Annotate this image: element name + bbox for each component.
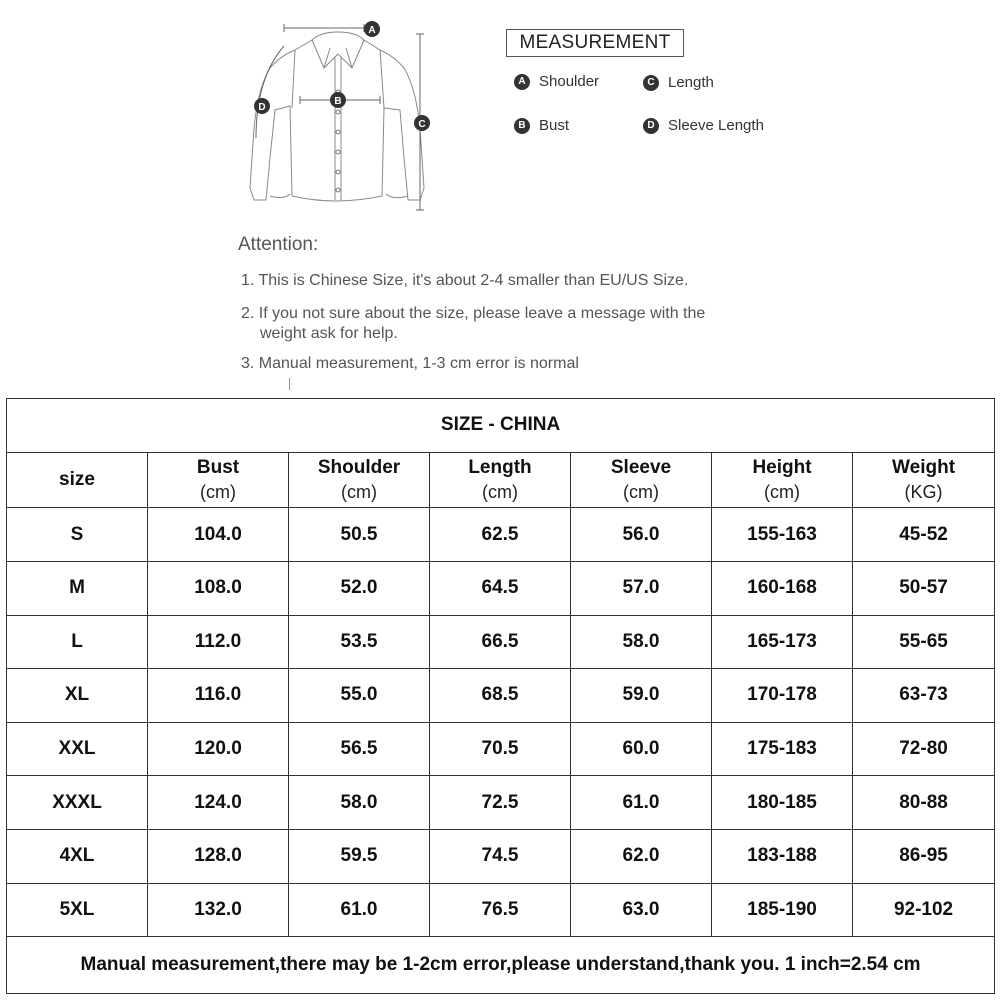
cell-bust: 128.0 bbox=[148, 830, 289, 884]
header-label: Height bbox=[752, 456, 812, 478]
header-label: Length bbox=[468, 456, 532, 478]
cell-shoulder: 58.0 bbox=[289, 776, 430, 830]
header-unit: (cm) bbox=[341, 481, 377, 502]
table-row bbox=[7, 669, 995, 723]
legend-label: Bust bbox=[539, 117, 570, 134]
svg-text:C: C bbox=[418, 119, 426, 130]
header-label: Shoulder bbox=[317, 456, 401, 478]
badge-b: B bbox=[514, 118, 530, 134]
note-text: 2. If you not sure about the size, please leave a message with the bbox=[241, 305, 706, 322]
cell-length: 62.5 bbox=[430, 508, 571, 562]
cell-weight: 50-57 bbox=[853, 561, 995, 615]
svg-text:D: D bbox=[258, 102, 266, 113]
table-header-row bbox=[7, 452, 995, 508]
header-height bbox=[712, 452, 853, 508]
cell-size: L bbox=[7, 615, 148, 669]
attention-note-2 bbox=[241, 304, 705, 344]
note-text-continued: weight ask for help. bbox=[260, 325, 398, 342]
cell-height: 165-173 bbox=[712, 615, 853, 669]
cell-height: 180-185 bbox=[712, 776, 853, 830]
cell-weight: 86-95 bbox=[853, 830, 995, 884]
legend-sleeve-length bbox=[643, 117, 764, 134]
cell-shoulder: 55.0 bbox=[289, 669, 430, 723]
header-bust bbox=[148, 452, 289, 508]
cell-length: 66.5 bbox=[430, 615, 571, 669]
header-label: Weight bbox=[892, 456, 956, 478]
cell-bust: 104.0 bbox=[148, 508, 289, 562]
header-label: Bust bbox=[196, 456, 240, 478]
cell-size: S bbox=[7, 508, 148, 562]
cell-size: XXXL bbox=[7, 776, 148, 830]
cell-height: 155-163 bbox=[712, 508, 853, 562]
table-caption: SIZE - CHINA bbox=[7, 399, 995, 453]
cell-size: 4XL bbox=[7, 830, 148, 884]
cell-weight: 55-65 bbox=[853, 615, 995, 669]
legend-label: Shoulder bbox=[539, 73, 600, 90]
cell-weight: 92-102 bbox=[853, 883, 995, 937]
table-footer-note: Manual measurement,there may be 1-2cm error,please understand,thank you. 1 inch=2.54 cm bbox=[7, 937, 995, 994]
header-label: Sleeve bbox=[610, 456, 672, 478]
header-length bbox=[430, 452, 571, 508]
legend-length bbox=[643, 74, 714, 91]
cell-size: M bbox=[7, 561, 148, 615]
cell-shoulder: 50.5 bbox=[289, 508, 430, 562]
header-unit: (cm) bbox=[200, 481, 236, 502]
cell-bust: 112.0 bbox=[148, 615, 289, 669]
header-unit: (cm) bbox=[623, 481, 659, 502]
note-text: 3. Manual measurement, 1-3 cm error is normal bbox=[241, 355, 579, 372]
cell-height: 170-178 bbox=[712, 669, 853, 723]
cell-shoulder: 59.5 bbox=[289, 830, 430, 884]
table-row bbox=[7, 615, 995, 669]
header-size: size bbox=[7, 452, 148, 508]
cell-sleeve: 62.0 bbox=[571, 830, 712, 884]
shirt-diagram bbox=[240, 18, 440, 218]
cell-sleeve: 61.0 bbox=[571, 776, 712, 830]
cell-shoulder: 56.5 bbox=[289, 722, 430, 776]
cell-shoulder: 53.5 bbox=[289, 615, 430, 669]
cell-weight: 45-52 bbox=[853, 508, 995, 562]
marker-d bbox=[254, 98, 270, 114]
legend-bust bbox=[514, 117, 569, 134]
measurement-title: MEASUREMENT bbox=[506, 29, 684, 57]
cell-length: 70.5 bbox=[430, 722, 571, 776]
cell-bust: 116.0 bbox=[148, 669, 289, 723]
table-row bbox=[7, 776, 995, 830]
cell-length: 72.5 bbox=[430, 776, 571, 830]
svg-text:B: B bbox=[334, 96, 342, 107]
legend-label: Length bbox=[668, 74, 714, 91]
header-unit: (KG) bbox=[904, 481, 943, 502]
table-footer-row bbox=[7, 937, 995, 994]
cell-sleeve: 63.0 bbox=[571, 883, 712, 937]
badge-d: D bbox=[643, 118, 659, 134]
note-text: 1. This is Chinese Size, it's about 2-4 smaller than EU/US Size. bbox=[241, 272, 689, 289]
divider-tick bbox=[289, 378, 290, 390]
header-weight bbox=[853, 452, 995, 508]
header-sleeve bbox=[571, 452, 712, 508]
table-row bbox=[7, 508, 995, 562]
cell-size: 5XL bbox=[7, 883, 148, 937]
cell-bust: 132.0 bbox=[148, 883, 289, 937]
cell-height: 175-183 bbox=[712, 722, 853, 776]
badge-a: A bbox=[514, 74, 530, 90]
header-shoulder bbox=[289, 452, 430, 508]
attention-note-1 bbox=[241, 271, 688, 291]
legend-label: Sleeve Length bbox=[668, 117, 764, 134]
cell-height: 185-190 bbox=[712, 883, 853, 937]
size-chart-table bbox=[6, 398, 995, 994]
cell-bust: 124.0 bbox=[148, 776, 289, 830]
cell-size: XL bbox=[7, 669, 148, 723]
cell-height: 160-168 bbox=[712, 561, 853, 615]
cell-weight: 80-88 bbox=[853, 776, 995, 830]
table-row bbox=[7, 722, 995, 776]
header-unit: (cm) bbox=[764, 481, 800, 502]
cell-bust: 120.0 bbox=[148, 722, 289, 776]
cell-size: XXL bbox=[7, 722, 148, 776]
table-row bbox=[7, 561, 995, 615]
cell-weight: 63-73 bbox=[853, 669, 995, 723]
marker-a bbox=[364, 21, 380, 37]
attention-note-3 bbox=[241, 354, 579, 374]
legend-shoulder bbox=[514, 73, 599, 90]
cell-sleeve: 60.0 bbox=[571, 722, 712, 776]
header-unit: (cm) bbox=[482, 481, 518, 502]
cell-length: 68.5 bbox=[430, 669, 571, 723]
table-row bbox=[7, 883, 995, 937]
cell-height: 183-188 bbox=[712, 830, 853, 884]
cell-sleeve: 57.0 bbox=[571, 561, 712, 615]
cell-length: 76.5 bbox=[430, 883, 571, 937]
attention-title: Attention: bbox=[238, 234, 319, 255]
cell-sleeve: 59.0 bbox=[571, 669, 712, 723]
cell-length: 74.5 bbox=[430, 830, 571, 884]
cell-bust: 108.0 bbox=[148, 561, 289, 615]
cell-weight: 72-80 bbox=[853, 722, 995, 776]
cell-length: 64.5 bbox=[430, 561, 571, 615]
badge-c: C bbox=[643, 75, 659, 91]
table-caption-row bbox=[7, 399, 995, 453]
cell-sleeve: 58.0 bbox=[571, 615, 712, 669]
table-row bbox=[7, 830, 995, 884]
marker-c bbox=[414, 115, 430, 131]
cell-shoulder: 52.0 bbox=[289, 561, 430, 615]
svg-text:A: A bbox=[368, 25, 376, 36]
cell-sleeve: 56.0 bbox=[571, 508, 712, 562]
marker-b bbox=[330, 92, 346, 108]
cell-shoulder: 61.0 bbox=[289, 883, 430, 937]
